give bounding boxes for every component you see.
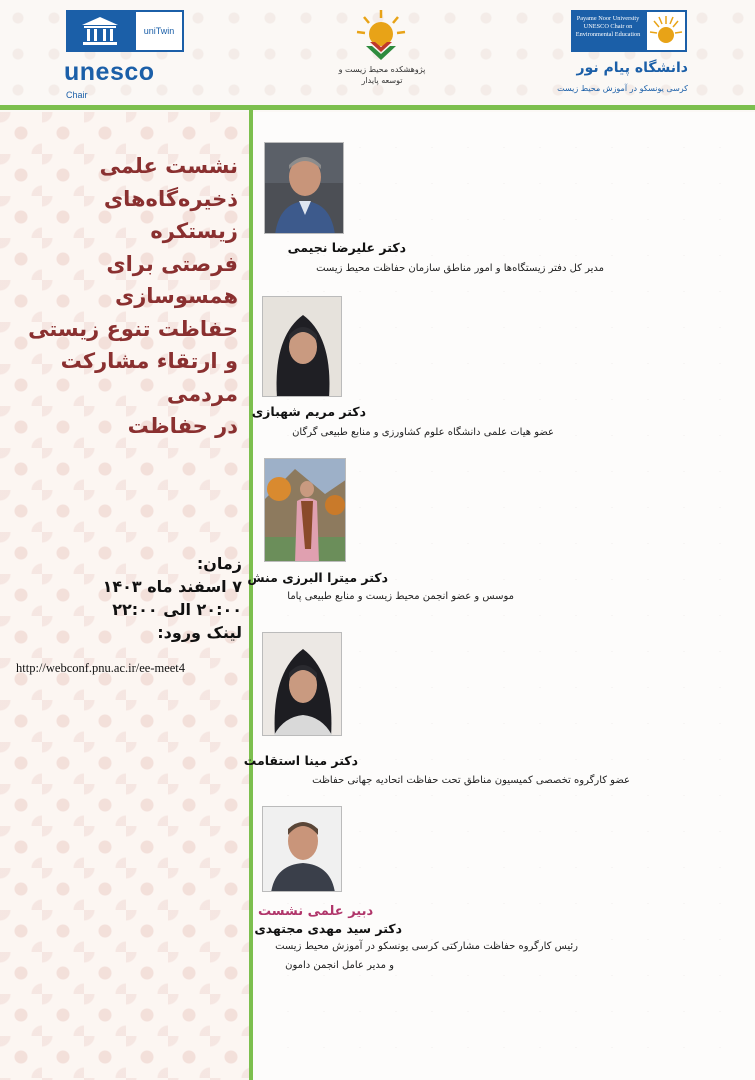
speaker-role-1: مدیر کل دفتر زیستگاه‌ها و امور مناطق سازمان حفاظت محیط زیست <box>316 263 604 274</box>
unesco-logo <box>66 10 184 52</box>
speaker-role-4: عضو کارگروه تخصصی کمیسیون مناطق تحت حفاظت اتحادیه جهانی حفاظت <box>312 775 630 786</box>
event-hours: ۲۰:۰۰ الی ۲۲:۰۰ <box>112 600 242 619</box>
header-divider <box>0 105 755 110</box>
event-title <box>14 150 238 443</box>
secretary-label: دبیر علمی نشست <box>258 904 374 919</box>
column-divider <box>249 105 253 1080</box>
secretary-photo <box>262 806 342 892</box>
speaker-name-2: دکتر مریم شهبازی <box>251 404 366 419</box>
unesco-chair-label: Chair <box>66 90 88 100</box>
event-date: ۷ اسفند ماه ۱۴۰۳ <box>102 577 242 596</box>
speaker-photo-2 <box>262 296 342 397</box>
pnu-subtitle: کرسی یونسکو در آموزش محیط زیست <box>557 84 688 93</box>
link-label: لینک ورود: <box>157 623 242 642</box>
speaker-photo-3 <box>264 458 346 562</box>
speaker-role-3: موسس و عضو انجمن محیط زیست و منابع طبیعی پاما <box>287 591 514 602</box>
speaker-name-4: دکتر مینا استقامت <box>243 753 358 768</box>
title-line: و ارتقاء مشارکت مردمی <box>60 349 238 406</box>
speaker-role-2: عضو هیات علمی دانشگاه علوم کشاورزی و منابع طبیعی گرگان <box>292 427 554 438</box>
pnu-logo <box>571 10 687 52</box>
title-line: ذخیره‌گاه‌های زیستکره <box>103 186 238 243</box>
title-line: در حفاظت <box>127 414 238 438</box>
secretary-role-line1: رئیس کارگروه حفاظت مشارکتی کرسی یونسکو در آموزش محیط زیست <box>275 941 578 952</box>
title-line: حفاظت تنوع زیستی <box>28 316 238 341</box>
pnu-title: دانشگاه پیام نور <box>576 60 688 76</box>
speaker-name-1: دکتر علیرضا نجیمی <box>287 240 406 255</box>
secretary-role-line2: و مدیر عامل انجمن دامون <box>285 960 394 971</box>
pnu-english-name: Payame Noor University UNESCO Chair on Environmental Education <box>575 15 641 38</box>
temple-icon <box>66 10 134 52</box>
institute-caption: پژوهشکده محیط زیست و توسعه پایدار <box>338 65 426 85</box>
sun-icon <box>645 10 687 52</box>
title-line: نشست علمی <box>99 154 238 178</box>
speaker-photo-4 <box>262 632 342 736</box>
unitwin-logo: uniTwin <box>134 10 184 52</box>
event-info <box>14 552 242 644</box>
time-label: زمان: <box>196 554 242 573</box>
unesco-wordmark: unesco <box>64 58 155 86</box>
meeting-link[interactable]: http://webconf.pnu.ac.ir/ee-meet4 <box>16 661 186 675</box>
title-line: فرصتی برای همسوسازی <box>106 251 238 308</box>
institute-logo <box>352 8 410 66</box>
speaker-photo-1 <box>264 142 344 234</box>
speaker-name-3: دکتر میترا البرزی منش <box>247 570 388 585</box>
secretary-name: دکتر سید مهدی مجتهدی <box>254 921 402 936</box>
